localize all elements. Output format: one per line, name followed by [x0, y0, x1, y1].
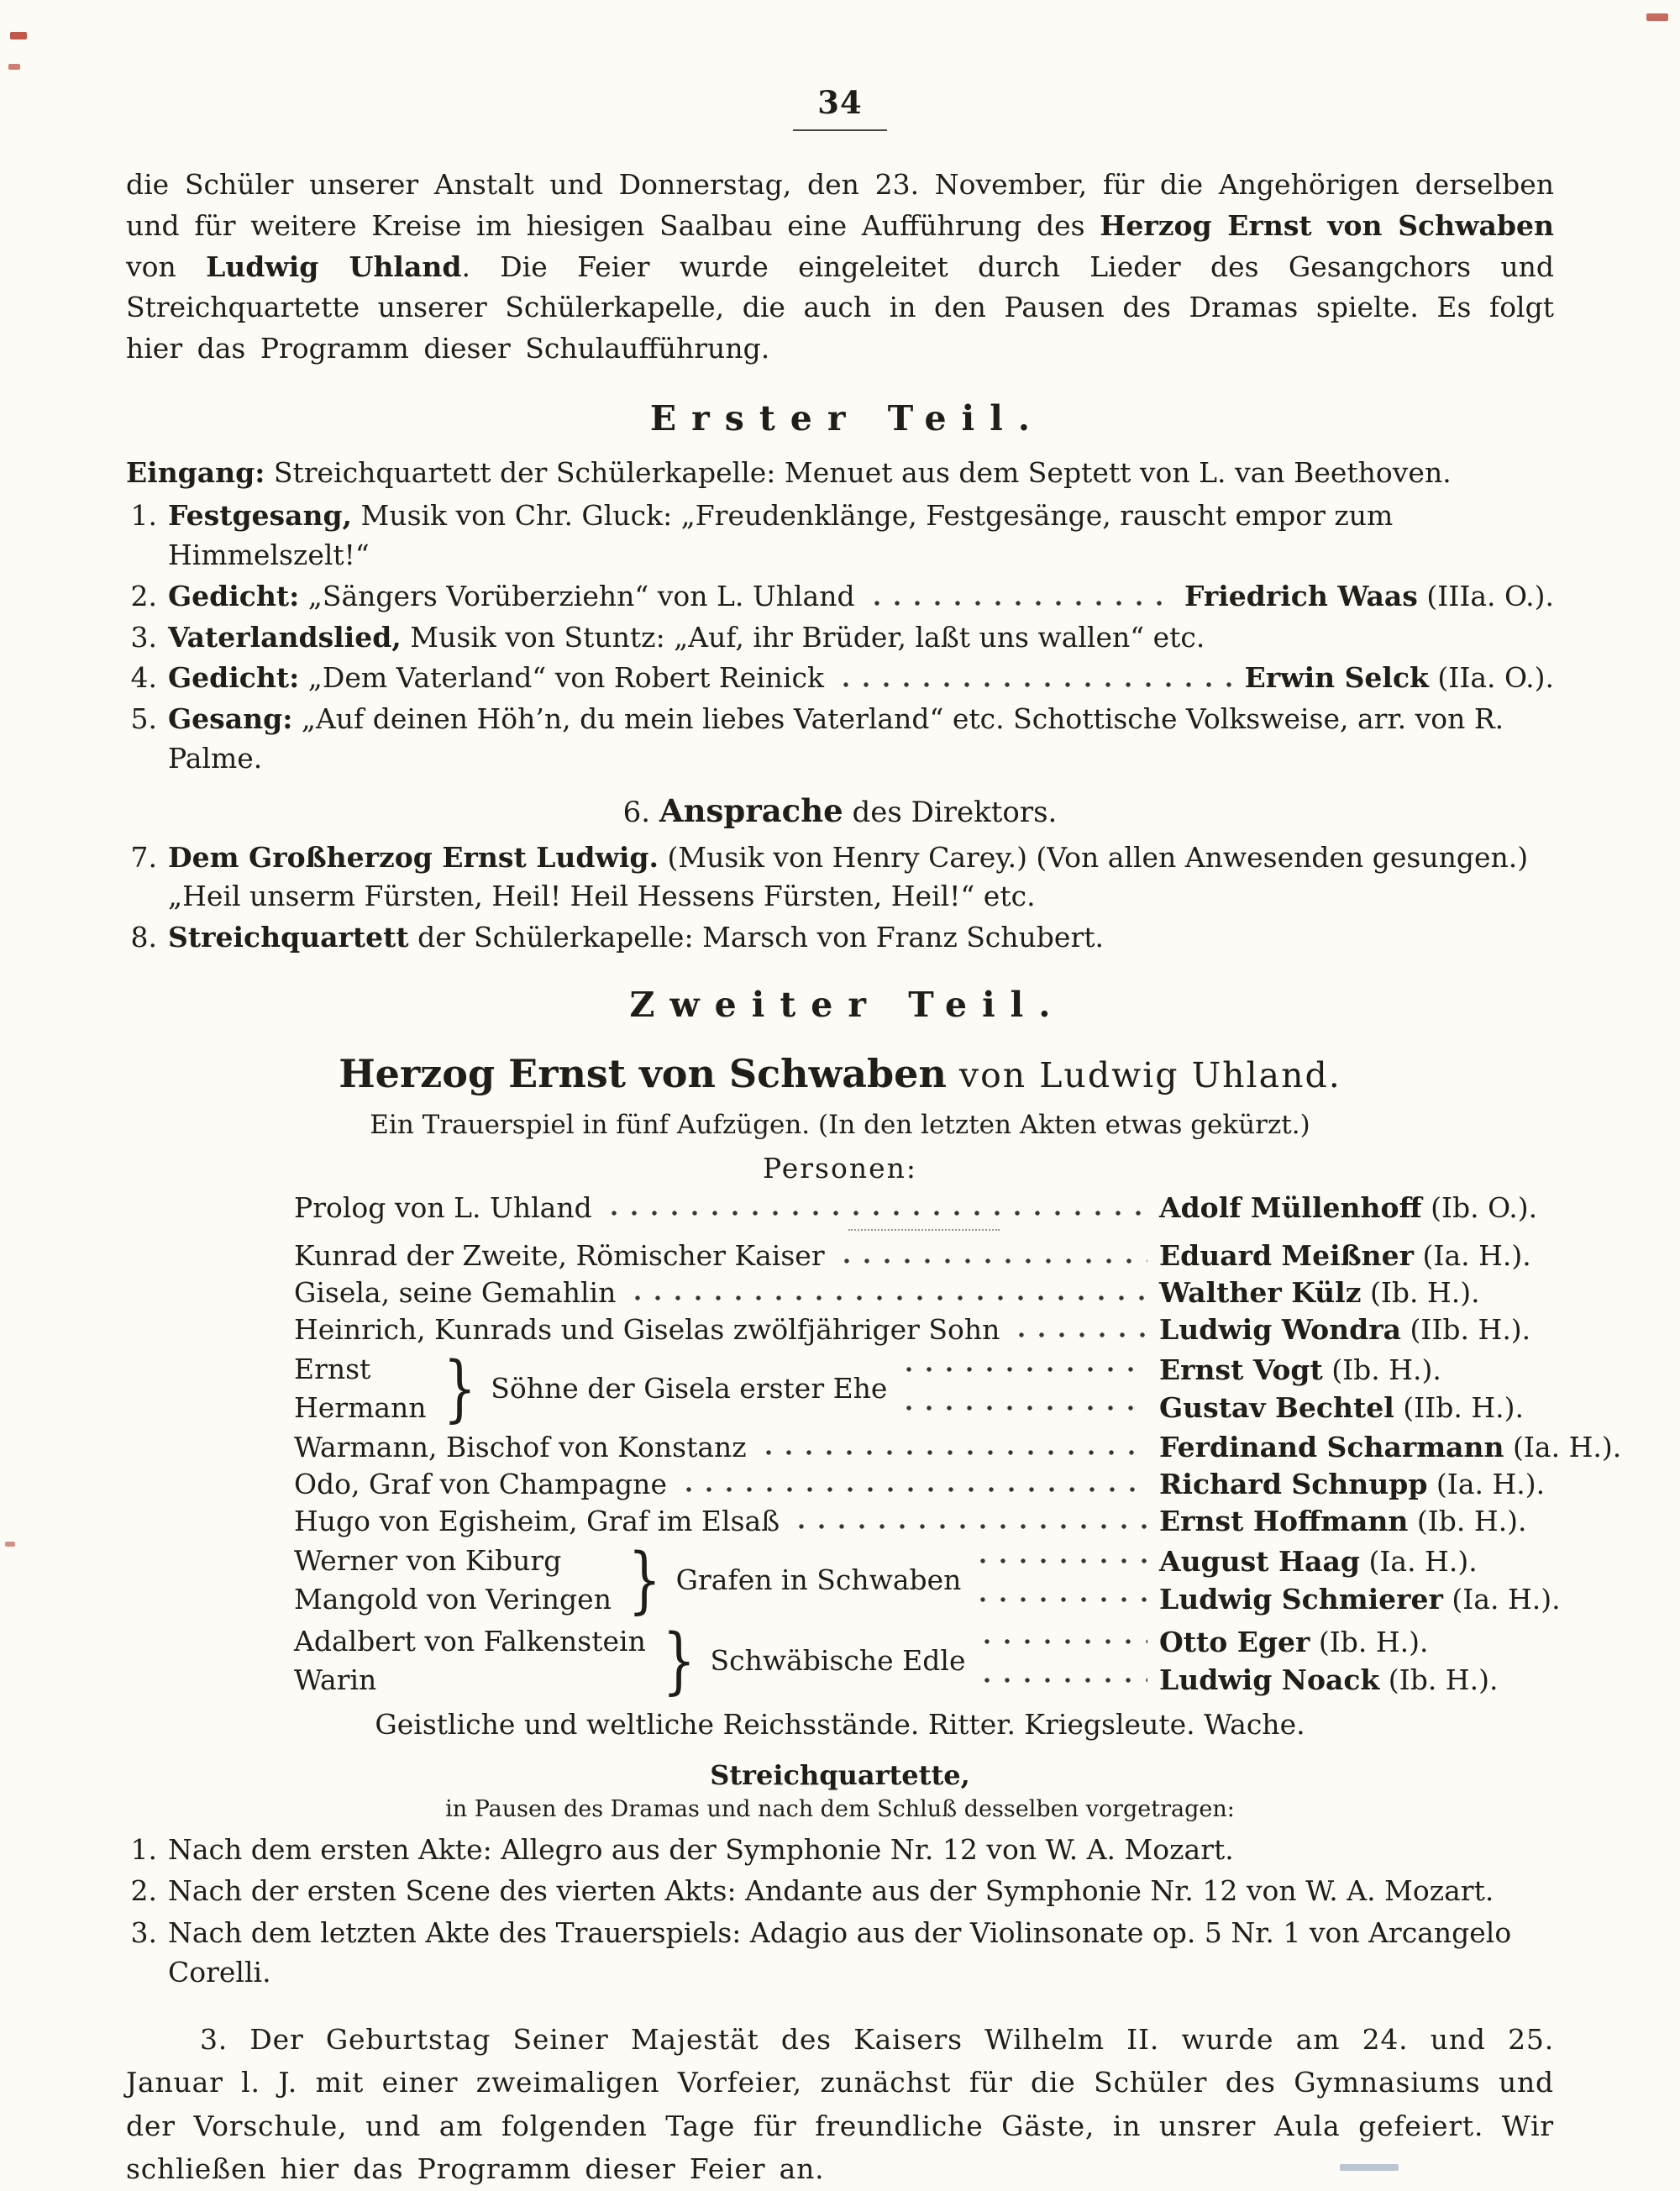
part1-heading: Erster Teil.: [649, 398, 1046, 439]
dot-leader: [679, 1468, 1147, 1500]
scan-artifact: [1646, 13, 1668, 21]
cast-row: [294, 1276, 1554, 1309]
item-text-wrap: [168, 499, 1393, 571]
page-number-rule: [793, 129, 887, 131]
actor-name: Ludwig Schmierer: [1159, 1583, 1443, 1616]
actor-class: (Ib. H.).: [1379, 1663, 1499, 1697]
item-text: Nach der ersten Scene des vierten Akts: Andante aus der Symphonie Nr. 12 von W. A. Mozart.: [168, 1874, 1494, 1908]
item-body: [168, 618, 1554, 658]
dot-leader: [899, 1364, 1147, 1374]
intro-text: . Die Feier wurde eingeleitet durch Lieder des Gesangchors und Streichquartette unserer Schülerkapelle, die auch in den Pausen des Dramas spielte. Es folgt hier das Programm dieser Schulaufführung.: [126, 250, 1554, 365]
program-item: [126, 497, 1554, 575]
actor-name: Ernst Vogt: [1159, 1353, 1323, 1386]
item-text-wrap: [168, 841, 1528, 913]
item-number: 5.: [130, 702, 157, 736]
item-number: 4.: [130, 661, 157, 695]
actor-cell: [1159, 1353, 1554, 1386]
actor-name: Walther Külz: [1159, 1276, 1362, 1310]
actor-cell: [1159, 1313, 1554, 1346]
role-name: Prolog von L. Uhland: [294, 1191, 592, 1225]
intro-text: die Schüler unserer Anstalt und Donnerstag, den 23. November, für die Angehörigen derselben und für weitere Kreise im hiesigen Saalbau eine Aufführung des: [126, 168, 1554, 242]
actor-class: (Ib. H.).: [1322, 1353, 1441, 1386]
cast-rows: [294, 1239, 1622, 1703]
item-text: (Musik von Henry Carey.) (Von allen Anwesenden gesungen.) „Heil unserm Fürsten, Heil! Heil Hessens Fürsten, Heil!“ etc.: [168, 840, 1529, 913]
scan-artifact: [5, 1542, 15, 1547]
closing-paragraph: 3. Der Geburtstag Seiner Majestät des Kaisers Wilhelm II. wurde am 24. und 25. Januar l. J. mit einer zweimaligen Vorfeier, zunächst für die Schüler des Gymnasiums und der Vorschule, und am folgenden Tage für freundliche Gäste, in unsrer Aula gefeiert. Wir schließen hier das Programm dieser Feier an.: [126, 2022, 1554, 2186]
program-part1: [126, 454, 1554, 958]
cast-note: Geistliche und weltliche Reichsstände. Ritter. Kriegsleute. Wache.: [375, 1707, 1305, 1741]
part2-heading: Zweiter Teil.: [629, 985, 1066, 1026]
cast-group: [294, 1346, 1554, 1431]
role-name: Warin: [294, 1663, 377, 1696]
cast-separator: [848, 1229, 1000, 1231]
role-name: Heinrich, Kunrads und Giselas zwölfjähriger Sohn: [294, 1313, 1000, 1347]
group-roles: [294, 1537, 962, 1622]
item-text: Nach dem letzten Akte des Trauerspiels: Adagio aus der Violinsonate op. 5 Nr. 1 von Arcangelo Corelli.: [168, 1916, 1512, 1989]
actor-class: (Ia. H.).: [1442, 1583, 1561, 1616]
item-text: Musik von Chr. Gluck: „Freudenklänge, Festgesänge, rauscht empor zum Himmelszelt!“: [168, 499, 1394, 571]
group-label: Schwäbische Edle: [710, 1644, 966, 1678]
item-number: 2.: [130, 579, 157, 612]
intro-emphasis: Herzog Ernst von Schwaben: [1100, 208, 1554, 242]
dot-leader: [604, 1191, 1147, 1224]
item-number: 1.: [130, 499, 157, 532]
actor-cell: [1159, 1468, 1554, 1500]
item-number: 7.: [130, 840, 157, 874]
play-subtitle: Ein Trauerspiel in fünf Aufzügen. (In den letzten Akten etwas gekürzt.): [370, 1110, 1310, 1141]
actor-name: August Haag: [1159, 1544, 1360, 1578]
cast-list: [294, 1191, 1622, 1703]
role-name: Warmann, Bischof von Konstanz: [294, 1431, 747, 1464]
dot-leader: [791, 1505, 1147, 1537]
dot-leader: [759, 1431, 1147, 1463]
dot-leader: [973, 1595, 1147, 1605]
dot-leader: [1011, 1313, 1147, 1346]
cast-row: [961, 1542, 1554, 1580]
brace-glyph: }: [662, 1618, 696, 1703]
program-item: [126, 577, 1554, 617]
item-lead: Gedicht:: [168, 579, 300, 612]
dot-leader: [973, 1556, 1147, 1566]
dot-leader: [977, 1637, 1147, 1647]
brace-glyph: }: [627, 1537, 662, 1622]
cast-row: [965, 1661, 1554, 1700]
page-number: 34: [817, 84, 863, 121]
page-header: [126, 84, 1554, 131]
item-body: [168, 497, 1554, 575]
actor-class: (Ia. H.).: [1427, 1468, 1546, 1501]
item-number: 1.: [130, 1832, 157, 1866]
item6-emphasis: Ansprache: [659, 792, 843, 830]
cast-row: [294, 1468, 1554, 1500]
item-number: 2.: [130, 1874, 157, 1908]
group-actor-lines: [965, 1622, 1554, 1699]
scan-artifact: [10, 32, 27, 39]
dot-leader: [627, 1276, 1147, 1309]
program-item: [126, 838, 1554, 917]
item-body: [168, 577, 1554, 617]
item6-line: [126, 789, 1554, 833]
actor-cell: [1159, 1626, 1554, 1658]
item-body: [168, 659, 1554, 698]
actor-class: (Ia. H.).: [1360, 1544, 1478, 1578]
quartette-list: [126, 1831, 1554, 1993]
item-text-wrap: [168, 702, 1504, 775]
item-body: [168, 918, 1554, 958]
role-name: Kunrad der Zweite, Römischer Kaiser: [294, 1239, 825, 1273]
item-number: 3.: [130, 620, 157, 654]
item6-rest: des Direktors.: [843, 796, 1058, 830]
quartette-item: [126, 1831, 1554, 1870]
performer-cell: [1245, 659, 1554, 698]
actor-class: (Ib. H.).: [1361, 1276, 1480, 1310]
eingang-label: Eingang:: [126, 456, 265, 490]
performer-name: Friedrich Waas: [1184, 579, 1418, 612]
actor-cell: [1159, 1276, 1554, 1309]
dot-leader: [837, 1239, 1147, 1272]
cast-row: [965, 1622, 1554, 1661]
item-text: „Auf deinen Höh’n, du mein liebes Vaterland“ etc. Schottische Volksweise, arr. von R. Palme.: [168, 702, 1504, 775]
quartette-item: [126, 1872, 1554, 1911]
item-body: [168, 700, 1554, 779]
item-text: „Dem Vaterland“ von Robert Reinick: [299, 661, 825, 695]
item-text: Nach dem ersten Akte: Allegro aus der Symphonie Nr. 12 von W. A. Mozart.: [168, 1832, 1234, 1866]
actor-name: Eduard Meißner: [1159, 1239, 1415, 1273]
program-item: [126, 659, 1554, 698]
program-item: [126, 700, 1554, 779]
quartette-heading: Streichquartette,: [710, 1758, 970, 1791]
item-lead: Vaterlandslied,: [168, 620, 402, 654]
item-text-wrap: [168, 577, 855, 617]
item-text-wrap: [168, 621, 1205, 654]
group-roles: [294, 1618, 966, 1703]
group-actor-lines: [887, 1350, 1554, 1427]
scan-artifact: [1340, 2164, 1399, 2171]
cast-row: [294, 1505, 1554, 1537]
program-item: [126, 918, 1554, 958]
cast-group: [294, 1618, 1554, 1703]
item-lead: Festgesang,: [168, 499, 353, 532]
dot-leader: [977, 1675, 1147, 1685]
item-text-wrap: [168, 921, 1104, 954]
group-label: Söhne der Gisela erster Ehe: [491, 1372, 888, 1405]
performer-name: Erwin Selck: [1244, 661, 1429, 695]
group-actor-lines: [961, 1542, 1561, 1618]
program-list-1: [126, 497, 1554, 779]
group-label: Grafen in Schwaben: [675, 1563, 962, 1597]
role-name: Gisela, seine Gemahlin: [294, 1276, 617, 1310]
dot-leader: [836, 659, 1233, 698]
actor-class: (IIb. H.).: [1394, 1391, 1524, 1425]
performer-class: (IIa. O.).: [1428, 661, 1554, 695]
eingang-line: [126, 454, 1554, 493]
play-title-author: von Ludwig Uhland.: [946, 1055, 1341, 1096]
dot-leader: [899, 1403, 1147, 1413]
brace-glyph: }: [443, 1346, 476, 1431]
role-name: Werner von Kiburg: [294, 1544, 562, 1578]
performer-class: (IIIa. O.).: [1417, 579, 1554, 612]
group-role-names: [294, 1350, 427, 1427]
group-role-names: [294, 1542, 612, 1618]
item-number: 8.: [130, 921, 157, 954]
quartette-subheading: in Pausen des Dramas und nach dem Schluß desselben vorgetragen:: [445, 1795, 1235, 1822]
role-name: Odo, Graf von Champagne: [294, 1468, 667, 1501]
program-list-2: [126, 838, 1554, 959]
role-name: Adalbert von Falkenstein: [294, 1625, 646, 1658]
actor-cell: [1159, 1431, 1622, 1464]
actor-class: (IIb. H.).: [1401, 1313, 1531, 1347]
actor-class: (Ib. O.).: [1421, 1191, 1538, 1225]
intro-emphasis: Ludwig Uhland: [206, 250, 462, 283]
actor-cell: [1159, 1505, 1554, 1537]
role-name: Hugo von Egisheim, Graf im Elsaß: [294, 1505, 780, 1538]
item-body: [168, 838, 1554, 917]
item-lead: Dem Großherzog Ernst Ludwig.: [168, 840, 659, 874]
cast-row: [887, 1350, 1554, 1389]
item6-number: 6.: [622, 796, 659, 830]
actor-class: (Ia. H.).: [1414, 1239, 1531, 1273]
item-text: Musik von Stuntz: „Auf, ihr Brüder, laßt uns wallen“ etc.: [401, 620, 1205, 654]
actor-cell: [1159, 1191, 1554, 1224]
intro-text: von: [126, 250, 207, 283]
actor-class: (Ia. H.).: [1504, 1431, 1622, 1464]
actor-name: Ludwig Wondra: [1159, 1313, 1401, 1347]
actor-cell: [1159, 1545, 1554, 1578]
play-title-main: Herzog Ernst von Schwaben: [339, 1051, 947, 1097]
item-number: 3.: [130, 1916, 157, 1950]
group-role-names: [294, 1622, 646, 1699]
actor-name: Gustav Bechtel: [1159, 1391, 1394, 1425]
item-text: der Schülerkapelle: Marsch von Franz Schubert.: [408, 921, 1104, 954]
cast-row: [294, 1313, 1554, 1346]
cast-row: [294, 1431, 1622, 1464]
actor-cell: [1159, 1239, 1554, 1272]
cast-row-prolog: [294, 1191, 1554, 1224]
actor-name: Ernst Hoffmann: [1159, 1505, 1409, 1538]
group-roles: [294, 1346, 888, 1431]
cast-group: [294, 1537, 1561, 1622]
actor-name: Otto Eger: [1159, 1625, 1310, 1658]
program-item: [126, 618, 1554, 658]
dot-leader: [867, 577, 1173, 617]
cast-row: [294, 1239, 1554, 1272]
role-name: Hermann: [294, 1390, 427, 1424]
actor-cell: [1159, 1663, 1554, 1696]
cast-row: [887, 1389, 1554, 1427]
actor-cell: [1159, 1391, 1554, 1424]
actor-name: Richard Schnupp: [1159, 1468, 1428, 1501]
quartette-item: [126, 1914, 1554, 1993]
actor-class: (Ib. H.).: [1408, 1505, 1527, 1538]
item-lead: Gedicht:: [168, 661, 300, 695]
actor-class: (Ib. H.).: [1310, 1625, 1429, 1658]
cast-row: [961, 1580, 1561, 1619]
item-text-wrap: [168, 659, 824, 698]
eingang-text: Streichquartett der Schülerkapelle: Menuet aus dem Septett von L. van Beethoven.: [265, 456, 1452, 490]
role-name: Mangold von Veringen: [294, 1582, 612, 1616]
intro-paragraph: [126, 165, 1554, 370]
actor-name: Adolf Müllenhoff: [1159, 1191, 1422, 1225]
scan-artifact: [8, 64, 20, 70]
item-lead: Gesang:: [168, 702, 293, 736]
role-name: Ernst: [294, 1353, 371, 1386]
personen-heading: Personen:: [763, 1152, 917, 1185]
item-lead: Streichquartett: [168, 921, 409, 954]
actor-name: Ludwig Noack: [1159, 1663, 1380, 1697]
item-text: „Sängers Vorüberziehn“ von L. Uhland: [299, 579, 855, 612]
play-title: [126, 1035, 1554, 1101]
actor-name: Ferdinand Scharmann: [1159, 1431, 1504, 1464]
performer-cell: [1184, 577, 1554, 617]
actor-cell: [1159, 1583, 1561, 1616]
